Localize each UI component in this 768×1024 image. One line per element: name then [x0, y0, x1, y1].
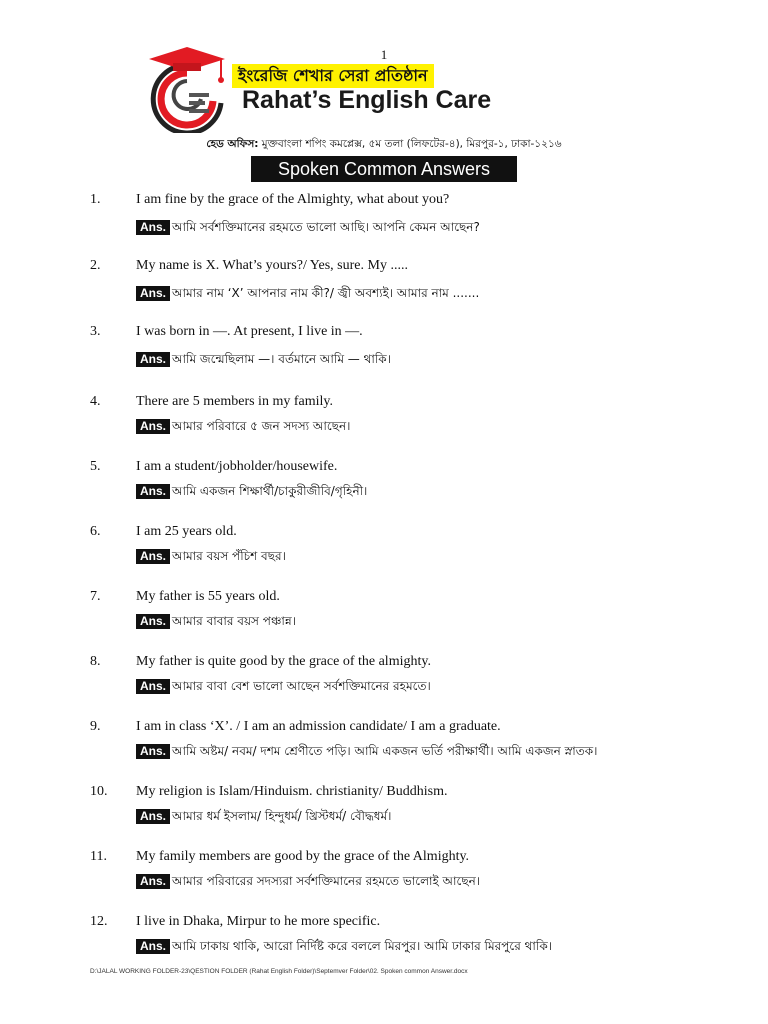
question-text: My father is quite good by the grace of the almighty. — [136, 654, 431, 669]
question-text: I am 25 years old. — [136, 524, 237, 539]
qa-item — [0, 587, 768, 647]
answer-line — [136, 742, 597, 760]
answer-text: আমার বাবার বয়স পঞ্চান্ন। — [172, 614, 297, 628]
ans-badge: Ans. — [136, 220, 170, 235]
brand-name: Rahat’s English Care — [242, 86, 492, 114]
answer-text: আমার নাম ‘X’ আপনার নাম কী?/ জ্বী অবশ্যই। আমার নাম ....... — [172, 286, 480, 300]
qa-item — [0, 717, 768, 777]
answer-line — [136, 612, 296, 630]
answer-line — [136, 677, 431, 695]
answer-text: আমি একজন শিক্ষার্থী/চাকুরীজীবি/গৃহিনী। — [172, 484, 368, 498]
ans-badge: Ans. — [136, 874, 170, 889]
question-text: My father is 55 years old. — [136, 589, 280, 604]
ans-badge: Ans. — [136, 809, 170, 824]
answer-text: আমি জন্মেছিলাম —। বর্তমানে আমি — থাকি। — [172, 352, 391, 366]
qa-item — [0, 912, 768, 972]
answer-text: আমার পরিবারে ৫ জন সদস্য আছেন। — [172, 419, 351, 433]
question-text: I am fine by the grace of the Almighty, what about you? — [136, 192, 450, 207]
brand-logo — [143, 45, 231, 133]
ans-badge: Ans. — [136, 484, 170, 499]
answer-text: আমি ঢাকায় থাকি, আরো নির্দিষ্ট করে বললে মিরপুর। আমি ঢাকার মিরপুরে থাকি। — [172, 939, 553, 953]
item-number: 11. — [90, 849, 107, 864]
ans-badge: Ans. — [136, 286, 170, 301]
answer-text: আমি সর্বশক্তিমানের রহমতে ভালো আছি। আপনি কেমন আছেন? — [172, 220, 480, 234]
ans-badge: Ans. — [136, 352, 170, 367]
qa-item — [0, 457, 768, 517]
address-label: হেড অফিস: — [206, 138, 259, 150]
qa-item — [0, 522, 768, 582]
answer-text: আমার বয়স পঁচিশ বছর। — [172, 549, 286, 563]
answer-line — [136, 284, 479, 302]
graduation-cap-logo-icon — [143, 45, 231, 133]
answer-line — [136, 350, 391, 368]
answer-text: আমার বাবা বেশ ভালো আছেন সর্বশক্তিমানের রহমতে। — [172, 679, 431, 693]
item-number: 5. — [90, 459, 101, 474]
qa-item — [0, 652, 768, 712]
question-text: My family members are good by the grace of the Almighty. — [136, 849, 470, 864]
footer-file-path: D:\JALAL WORKING FOLDER-23\QESTION FOLDER (Rahat English Folder)\Septemver Folder\02. Spoken common Answer.docx — [90, 968, 468, 975]
tagline: ইংরেজি শেখার সেরা প্রতিষ্ঠান — [232, 64, 434, 88]
question-text: My name is X. What’s yours?/ Yes, sure. My ..... — [136, 258, 408, 273]
item-number: 12. — [90, 914, 108, 929]
answer-text: আমার পরিবারের সদস্যরা সর্বশক্তিমানের রহমতে ভালোই আছেন। — [172, 874, 481, 888]
address-text: মুক্তবাংলা শপিং কমপ্লেক্স, ৫ম তলা (লিফটের-৪), মিরপুর-১, ঢাকা-১২১৬ — [258, 138, 562, 150]
head-office-address — [0, 137, 768, 154]
item-number: 2. — [90, 258, 101, 273]
qa-item — [0, 256, 768, 316]
item-number: 4. — [90, 394, 101, 409]
question-text: I am in class ‘X’. / I am an admission candidate/ I am a graduate. — [136, 719, 501, 734]
question-text: I am a student/jobholder/housewife. — [136, 459, 338, 474]
page-title: Spoken Common Answers — [251, 156, 517, 182]
item-number: 8. — [90, 654, 101, 669]
item-number: 10. — [90, 784, 108, 799]
question-text: My religion is Islam/Hinduism. christianity/ Buddhism. — [136, 784, 448, 799]
ans-badge: Ans. — [136, 939, 170, 954]
question-text: I was born in —. At present, I live in —. — [136, 324, 363, 339]
item-number: 7. — [90, 589, 101, 604]
item-number: 9. — [90, 719, 101, 734]
ans-badge: Ans. — [136, 419, 170, 434]
qa-item — [0, 190, 768, 250]
answer-text: আমার ধর্ম ইসলাম/ হিন্দুধর্ম/ খ্রিস্টধর্ম/ বৌদ্ধধর্ম। — [172, 809, 392, 823]
page-number: 1 — [380, 47, 388, 62]
ans-badge: Ans. — [136, 614, 170, 629]
answer-line — [136, 937, 552, 955]
item-number: 1. — [90, 192, 101, 207]
ans-badge: Ans. — [136, 549, 170, 564]
qa-item — [0, 847, 768, 907]
qa-item — [0, 782, 768, 842]
ans-badge: Ans. — [136, 744, 170, 759]
qa-item — [0, 392, 768, 452]
answer-line — [136, 218, 480, 236]
question-text: There are 5 members in my family. — [136, 394, 333, 409]
answer-line — [136, 872, 480, 890]
answer-line — [136, 417, 350, 435]
question-text: I live in Dhaka, Mirpur to he more specific. — [136, 914, 381, 929]
answer-line — [136, 807, 391, 825]
answer-text: আমি অষ্টম/ নবম/ দশম শ্রেণীতে পড়ি। আমি একজন ভর্তি পরীক্ষার্থী। আমি একজন স্নাতক। — [172, 744, 598, 758]
qa-item — [0, 322, 768, 382]
item-number: 6. — [90, 524, 101, 539]
answer-line — [136, 482, 367, 500]
item-number: 3. — [90, 324, 101, 339]
answer-line — [136, 547, 286, 565]
ans-badge: Ans. — [136, 679, 170, 694]
